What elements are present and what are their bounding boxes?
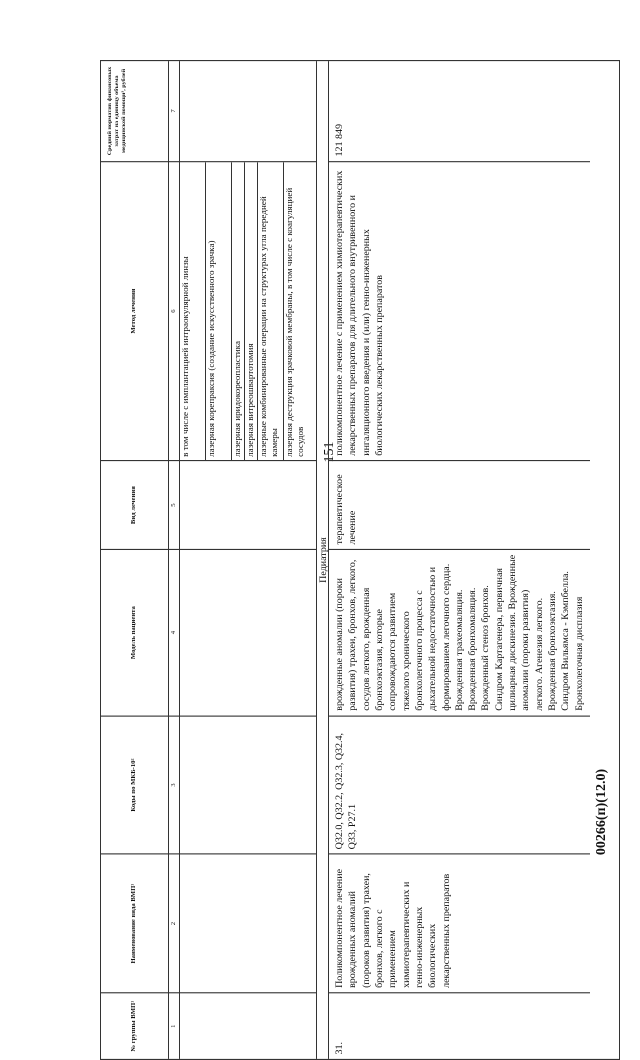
column-number: 2 xyxy=(169,854,179,993)
eye-methods-cell xyxy=(180,161,316,460)
table-row-31 xyxy=(329,61,590,1059)
column-number: 1 xyxy=(169,992,179,1059)
vmp-table xyxy=(100,60,620,1060)
column-number: 7 xyxy=(171,109,177,113)
treatment-type: терапевтическое лечение xyxy=(329,460,590,549)
method-item: лазерная витреошвартотомия xyxy=(245,162,258,460)
column-numbers-row xyxy=(169,61,180,1059)
patient-model: врожденные аномалии (пороки развития) трахеи, бронхов, легкого, сосудов легкого, врожденная бронхоэктазия, которые сопровождаются развитием тяжелого хронического бронхолегочного процесса с дыхательной недостаточностью и формированием легочного сердца. Врожденная трахеомаляция. Врожденная бронхомаляция. Врожденный стеноз бронхов. Синдром Картагенера, первичная цилиарная дискинезия. Врожденные аномалии (пороки развития) легкого. Агенезия легкого. Врожденная бронхоэктазия. Синдром Вильямса - Кэмпбелла. Бронхолегочная дисплазия xyxy=(329,549,590,715)
section-title: Педиатрия xyxy=(318,537,328,583)
document-code: 00266(п)(12.0) xyxy=(594,768,609,856)
section-row xyxy=(317,61,329,1059)
header-vmp-type: Наименование вида ВМП¹ xyxy=(101,854,168,993)
method-item: в том числе с имплантацией интраокулярной линзы xyxy=(180,162,206,460)
column-number: 5 xyxy=(169,460,179,549)
method-item: лазерная корепраксия (создание искусственного зрачка) xyxy=(206,162,232,460)
column-number: 6 xyxy=(169,161,179,460)
header-treatment-type: Вид лечения xyxy=(101,460,168,549)
icd-codes: Q32.0, Q32.2, Q32.3, Q32.4, Q33, P27.1 xyxy=(329,715,590,854)
treatment-method: поликомпонентное лечение с применением химиотерапевтических лекарственных препаратов для длительного внутривенного и ингаляционного введения и (или) генно-инженерных биологических лекарственных препаратов xyxy=(329,161,590,460)
header-group-number: № группы ВМП¹ xyxy=(101,992,168,1059)
header-icd-codes: Коды по МКБ-10² xyxy=(101,715,168,854)
table-row-eye-continuation xyxy=(180,61,317,1059)
rotated-table-container xyxy=(100,60,620,1060)
header-cost: Средний норматив финансовых затрат на единицу объема медицинской помощи³, рублей xyxy=(107,66,127,156)
method-item: лазерные комбинированные операции на структурах угла передней камеры xyxy=(258,162,284,460)
group-number: 31. xyxy=(329,992,590,1059)
cost-value: 121 849 xyxy=(334,123,344,157)
vmp-name: Поликомпонентное лечение врожденных аномалий (пороков развития) трахеи, бронхов, легкого с применением химиотерапевтических и генно-инженерных биологических лекарственных препаратов xyxy=(329,854,590,993)
header-treatment-method: Метод лечения xyxy=(101,161,168,460)
header-patient-model: Модель пациента xyxy=(101,549,168,715)
table-header-row xyxy=(101,61,169,1059)
method-item: лазерная иридокореопластика xyxy=(232,162,245,460)
method-item: лазерная деструкция зрачковой мембраны, в том числе с коагуляцией сосудов xyxy=(285,187,305,457)
column-number: 4 xyxy=(169,549,179,715)
page-number: 151 xyxy=(322,441,337,463)
column-number: 3 xyxy=(169,715,179,854)
